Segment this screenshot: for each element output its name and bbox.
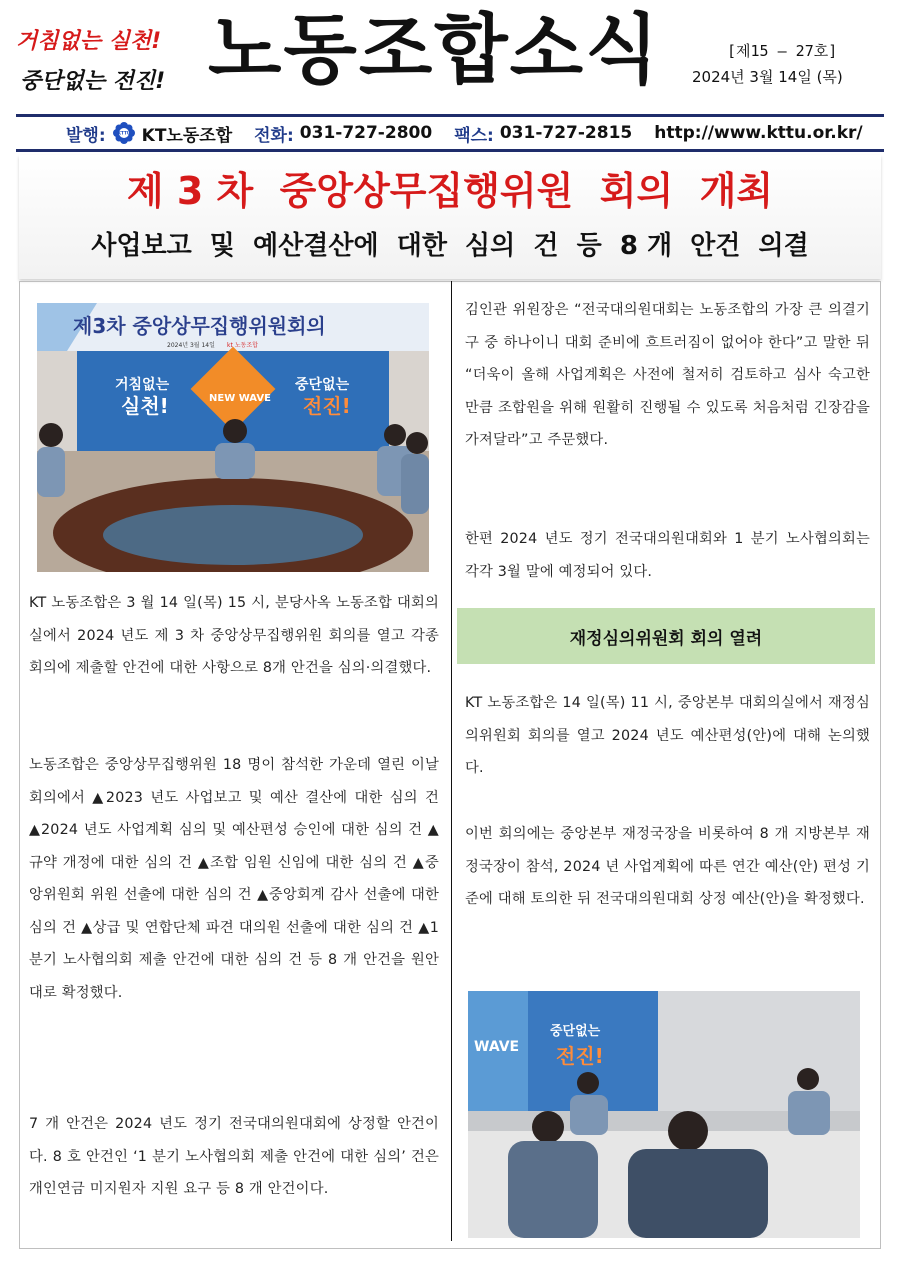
article-paragraph-7: 이번 회의에는 중앙본부 재정국장을 비롯하여 8 개 지방본부 재정국장이 참석, 2024 년 사업계획에 따른 연간 예산(안) 편성 기준에 대해 토의한 뒤 전국대의원대회 상정 예산(안)을 확정했다. bbox=[465, 826, 870, 907]
photo2-slogan: 중단없는 bbox=[550, 1024, 601, 1039]
photo1-slogan-right-2: 전진! bbox=[303, 394, 351, 418]
photo1-banner-org: kt 노동조합 bbox=[227, 342, 258, 349]
photo1-emblem: NEW WAVE bbox=[209, 393, 271, 404]
fax-number: 031-727-2815 bbox=[499, 123, 633, 143]
phone-label: 전화: bbox=[254, 125, 294, 146]
newsletter-title: 노동조합소식 bbox=[208, 5, 661, 94]
issue-date: 2024년 3월 14일 (목) bbox=[692, 68, 843, 86]
website-link[interactable]: http://www.kttu.or.kr/ bbox=[654, 123, 863, 143]
section-heading: 재정심의위원회 회의 열려 bbox=[457, 608, 875, 664]
meeting-photo-1 bbox=[37, 303, 429, 572]
slogan-line1: 거침없는 실천! bbox=[16, 29, 162, 54]
article-paragraph-3: 7 개 안건은 2024 년도 정기 전국대의원대회에 상정할 안건이다. 8 호 안건인 ‘1 분기 노사협의회 제출 안건에 대한 심의’ 건은 개인연금 미지원자 지원 요구 등 8 개 안건이다. bbox=[29, 1116, 439, 1197]
article-paragraph-5: 한편 2024 년도 정기 전국대의원대회와 1 분기 노사협의회는 각각 3월 말에 예정되어 있다. bbox=[465, 531, 870, 580]
publisher-bar bbox=[16, 117, 884, 149]
phone-number: 031-727-2800 bbox=[299, 123, 433, 143]
logo-text: KTTU bbox=[117, 130, 130, 136]
issuer-label: 발행: bbox=[66, 125, 106, 146]
photo1-banner-title: 제3차 중앙상무집행위원회의 bbox=[73, 314, 326, 338]
bottom-rule bbox=[16, 149, 884, 152]
photo1-slogan-left: 거침없는 bbox=[115, 377, 170, 393]
headline-title: 제 3 차 중앙상무집행위원 회의 개최 bbox=[126, 169, 774, 213]
issuer-name: KT노동조합 bbox=[141, 125, 233, 146]
photo2-slogan-2: 전진! bbox=[556, 1044, 604, 1068]
article-paragraph-6: KT 노동조합은 14 일(목) 11 시, 중앙본부 대회의실에서 재정심의위원회 회의를 열고 2024 년도 예산편성(안)에 대해 논의했다. bbox=[465, 695, 870, 776]
article-paragraph-4: 김인관 위원장은 “전국대의원대회는 노동조합의 가장 큰 의결기구 중 하나이니 대회 준비에 흐트러짐이 없어야 한다”고 말한 뒤 “더욱이 올해 사업계획은 사전에 철저히 검토하고 심사 숙고한 만큼 조합원을 위해 원활히 진행될 수 있도록 처음처럼 긴장감을 가져달라”고 주문했다. bbox=[465, 302, 870, 448]
article-paragraph-2: 노동조합은 중앙상무집행위원 18 명이 참석한 가운데 열린 이날 회의에서 ▲2023 년도 사업보고 및 예산 결산에 대한 심의 건 ▲2024 년도 사업계획 심의 및 예산편성 승인에 대한 심의 건 ▲규약 개정에 대한 심의 건 ▲조합 임원 신임에 대한 심의 건 ▲중앙위원회 위원 선출에 대한 심의 건 ▲중앙회계 감사 선출에 대한 심의 건 ▲상급 및 연합단체 파견 대의원 선출에 대한 심의 건 ▲1 분기 노사협의회 제출 안건에 대한 심의 건 등 8 개 안건을 원안대로 확정했다. bbox=[29, 757, 439, 1001]
fax-label: 팩스: bbox=[454, 125, 494, 146]
kttu-logo-icon bbox=[112, 121, 136, 145]
issue-number: [제15 – 27호] bbox=[727, 42, 838, 60]
photo2-emblem: WAVE bbox=[474, 1039, 520, 1055]
headline-subtitle: 사업보고 및 예산결산에 대한 심의 건 등 8 개 안건 의결 bbox=[91, 231, 809, 261]
column-divider bbox=[451, 281, 452, 1241]
slogan-logo bbox=[14, 18, 204, 98]
photo1-banner-date: 2024년 3월 14일 bbox=[167, 342, 215, 349]
photo1-slogan-left-2: 실천! bbox=[121, 394, 169, 418]
meeting-photo-2 bbox=[468, 991, 860, 1238]
photo1-slogan-right: 중단없는 bbox=[295, 377, 350, 393]
article-paragraph-1: KT 노동조합은 3 월 14 일(목) 15 시, 분당사옥 노동조합 대회의실에서 2024 년도 제 3 차 중앙상무집행위원 회의를 열고 각종 회의에 제출할 안건에 대한 사항으로 8개 안건을 심의·의결했다. bbox=[29, 595, 439, 676]
slogan-line2: 중단없는 전진! bbox=[20, 69, 166, 94]
